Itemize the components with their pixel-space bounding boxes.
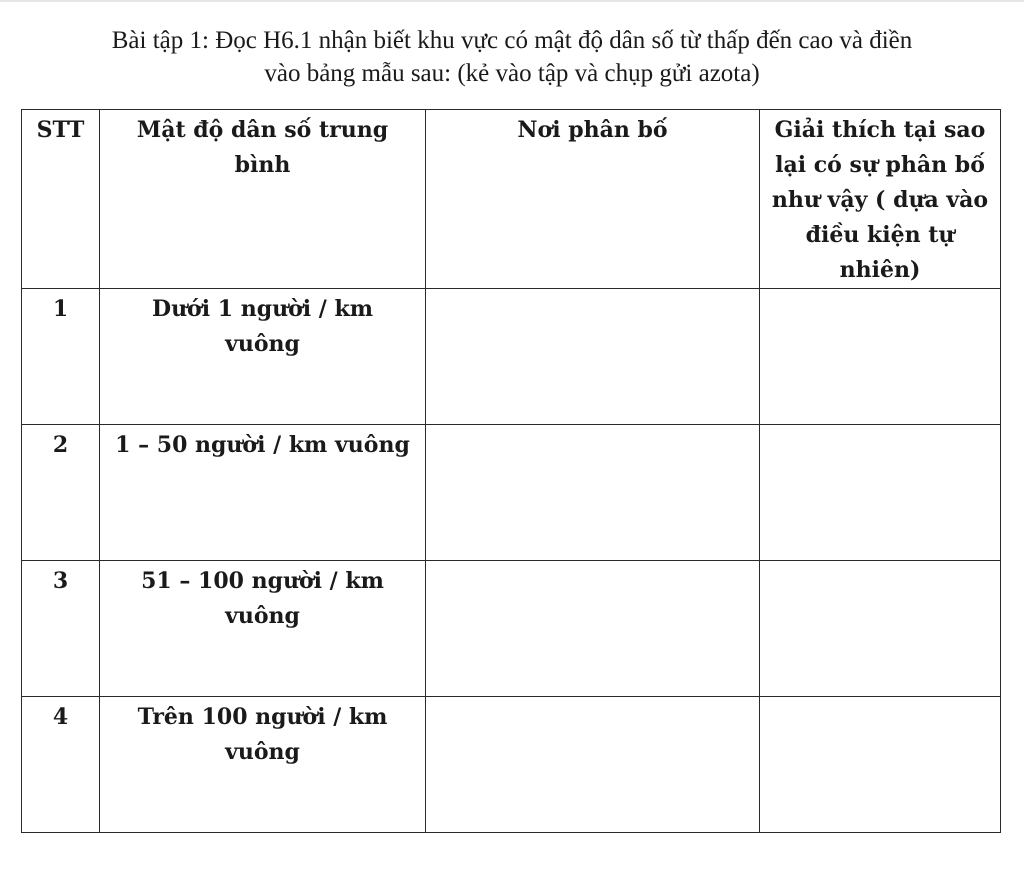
row-stt: 4 (22, 697, 100, 833)
table-row (22, 425, 1001, 561)
row-explanation (760, 425, 1001, 561)
row-location (426, 425, 760, 561)
row-location (426, 697, 760, 833)
table-header-row (22, 110, 1001, 289)
row-density-text: Trên 100 người / km vuông (137, 704, 388, 765)
row-density (100, 561, 426, 697)
exercise-instructions-line-2: vào bảng mẫu sau: (kẻ vào tập và chụp gửi azota) (264, 60, 760, 87)
row-stt: 3 (22, 561, 100, 697)
header-stt: STT (22, 110, 100, 289)
row-location (426, 289, 760, 425)
row-stt: 1 (22, 289, 100, 425)
row-explanation (760, 697, 1001, 833)
row-density (100, 697, 426, 833)
row-density (100, 289, 426, 425)
row-stt: 2 (22, 425, 100, 561)
row-density-text: 1 – 50 người / km vuông (115, 432, 410, 458)
population-density-table (21, 109, 1001, 833)
top-border-line (0, 0, 1024, 2)
header-location: Nơi phân bố (426, 110, 760, 289)
row-density-text: Dưới 1 người / km vuông (151, 296, 373, 357)
row-density-text: 51 – 100 người / km vuông (141, 568, 384, 629)
row-density (100, 425, 426, 561)
row-explanation (760, 289, 1001, 425)
table-row (22, 289, 1001, 425)
header-explanation (760, 110, 1001, 289)
row-location (426, 561, 760, 697)
exercise-instructions-line-1: Bài tập 1: Đọc H6.1 nhận biết khu vực có mật độ dân số từ thấp đến cao và điền (111, 27, 913, 54)
table-row (22, 697, 1001, 833)
table-row (22, 561, 1001, 697)
header-explanation-text: Giải thích tại sao lại có sự phân bố như vậy ( dựa vào điều kiện tự nhiên) (771, 117, 989, 283)
header-density-text: Mật độ dân số trung bình (136, 117, 389, 178)
header-density (100, 110, 426, 289)
row-explanation (760, 561, 1001, 697)
exercise-instructions (0, 24, 1024, 90)
